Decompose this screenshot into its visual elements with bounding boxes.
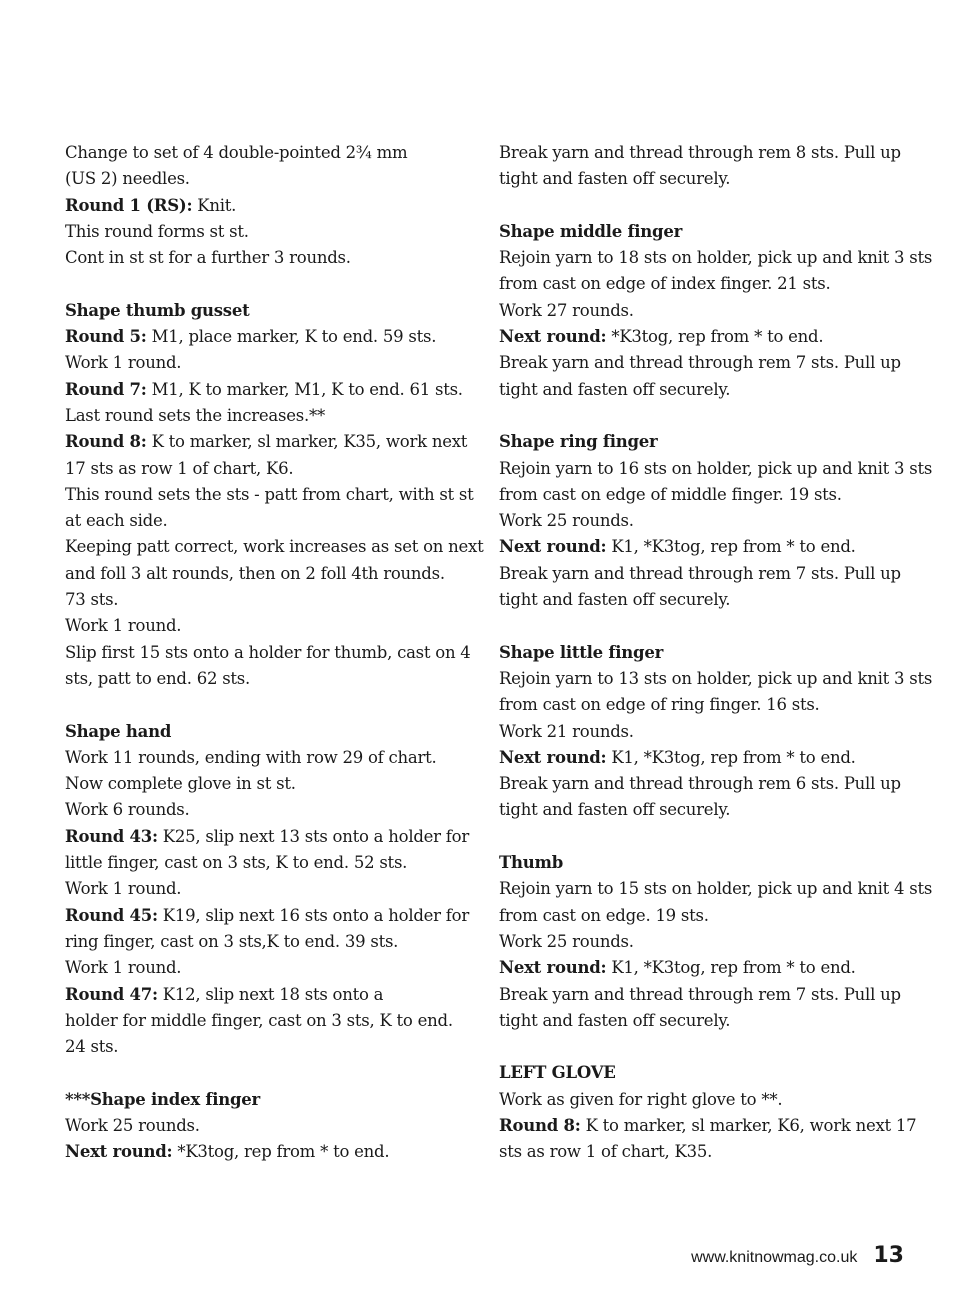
line-text: tight and fasten off securely. <box>499 800 731 820</box>
line-text: Work 21 rounds. <box>499 721 634 741</box>
text-line <box>499 955 909 981</box>
left-column <box>65 140 484 1166</box>
round-label: Next round: <box>499 327 607 347</box>
text-line <box>499 929 909 955</box>
line-text: K25, slip next 13 sts onto a holder for <box>157 826 469 846</box>
line-text: Rejoin yarn to 16 sts on holder, pick up and knit 3 sts <box>499 458 933 478</box>
line-text: tight and fasten off securely. <box>499 590 731 610</box>
text-line <box>65 640 471 666</box>
line-text: Rejoin yarn to 15 sts on holder, pick up and knit 4 sts <box>499 879 933 899</box>
text-line <box>65 929 465 955</box>
line-text: This round forms st st. <box>65 221 249 241</box>
text-line <box>499 377 909 403</box>
line-text: at each side. <box>65 511 168 531</box>
text-line <box>499 245 933 271</box>
text-line <box>65 876 465 902</box>
section-heading: Shape little finger <box>499 642 664 662</box>
text-line <box>499 166 909 192</box>
line-text: K19, slip next 16 sts onto a holder for <box>157 905 469 925</box>
line-text: This round sets the sts - patt from chart, with st st <box>65 484 474 504</box>
line-text: Rejoin yarn to 18 sts on holder, pick up and knit 3 sts <box>499 248 933 268</box>
text-line <box>65 824 469 850</box>
line-text: Work 25 rounds. <box>499 511 634 531</box>
text-line <box>499 350 909 376</box>
line-text: Cont in st st for a further 3 rounds. <box>65 248 351 268</box>
text-line <box>499 692 909 718</box>
section-heading: Shape middle finger <box>499 221 683 241</box>
paragraph-gap <box>65 271 465 297</box>
line-text: sts as row 1 of chart, K35. <box>499 1142 713 1162</box>
line-text: Work 25 rounds. <box>499 931 634 951</box>
line-text: Now complete glove in st st. <box>65 774 296 794</box>
paragraph-gap <box>499 403 909 429</box>
line-text: K to marker, sl marker, K6, work next 17 <box>580 1115 917 1135</box>
text-line <box>499 271 909 297</box>
paragraph-gap <box>65 692 465 718</box>
text-line <box>499 508 909 534</box>
line-text: ring finger, cast on 3 sts,K to end. 39 sts. <box>65 931 399 951</box>
text-line <box>65 613 465 639</box>
text-line <box>65 587 465 613</box>
section-heading: LEFT GLOVE <box>499 1063 616 1083</box>
text-line <box>65 982 465 1008</box>
round-label: Round 5: <box>65 327 147 347</box>
right-column <box>499 140 933 1166</box>
text-line <box>65 771 465 797</box>
line-text: from cast on edge. 19 sts. <box>499 905 709 925</box>
line-text: Work 1 round. <box>65 616 182 636</box>
text-line <box>65 534 484 560</box>
round-label: Round 47: <box>65 984 158 1004</box>
line-text: M1, K to marker, M1, K to end. 61 sts. <box>146 379 463 399</box>
text-line <box>65 850 465 876</box>
round-label: Round 1 (RS): <box>65 195 193 215</box>
text-line <box>499 666 933 692</box>
text-line <box>65 508 465 534</box>
line-text: from cast on edge of middle finger. 19 sts. <box>499 484 842 504</box>
text-line <box>65 429 468 455</box>
line-text: little finger, cast on 3 sts, K to end. 52 sts. <box>65 853 408 873</box>
text-line <box>499 456 933 482</box>
line-text: Last round sets the increases.** <box>65 405 325 425</box>
line-text: Work 1 round. <box>65 353 182 373</box>
text-line <box>65 1113 465 1139</box>
page-footer <box>691 1243 904 1271</box>
line-text: from cast on edge of ring finger. 16 sts. <box>499 695 820 715</box>
round-label: Next round: <box>499 747 607 767</box>
round-label: Next round: <box>499 537 607 557</box>
line-text: K1, *K3tog, rep from * to end. <box>606 537 856 557</box>
text-line <box>65 245 465 271</box>
text-line <box>65 324 465 350</box>
line-text: K1, *K3tog, rep from * to end. <box>606 958 856 978</box>
text-line <box>499 587 909 613</box>
text-line <box>499 876 933 902</box>
section-heading: Shape hand <box>65 721 172 741</box>
line-text: Keeping patt correct, work increases as set on next <box>65 537 484 557</box>
paragraph-gap <box>499 193 909 219</box>
line-text: holder for middle finger, cast on 3 sts, K to end. <box>65 1010 453 1030</box>
text-line <box>499 797 909 823</box>
line-text: tight and fasten off securely. <box>499 1010 731 1030</box>
line-text: Work 1 round. <box>65 879 182 899</box>
paragraph-gap <box>499 1034 909 1060</box>
text-line <box>65 1034 465 1060</box>
line-text: Break yarn and thread through rem 7 sts. Pull up <box>499 353 901 373</box>
text-line <box>65 1139 465 1165</box>
text-line <box>65 166 465 192</box>
text-line <box>65 403 465 429</box>
line-text: Work 27 rounds. <box>499 300 634 320</box>
page-number: 13 <box>873 1243 904 1268</box>
text-line <box>499 534 909 560</box>
line-text: Break yarn and thread through rem 7 sts. Pull up <box>499 563 901 583</box>
line-text: from cast on edge of index finger. 21 sts. <box>499 274 831 294</box>
paragraph-gap <box>499 824 909 850</box>
text-line <box>65 903 469 929</box>
line-text: Work 25 rounds. <box>65 1115 200 1135</box>
text-line <box>499 1139 909 1165</box>
text-line <box>499 298 909 324</box>
text-line <box>499 482 909 508</box>
text-line <box>65 561 465 587</box>
line-text: Break yarn and thread through rem 6 sts. Pull up <box>499 774 901 794</box>
text-line <box>65 219 465 245</box>
line-text: and foll 3 alt rounds, then on 2 foll 4th rounds. <box>65 563 445 583</box>
text-line <box>65 666 465 692</box>
line-text: Work 6 rounds. <box>65 800 190 820</box>
line-text: 73 sts. <box>65 590 119 610</box>
line-text: Rejoin yarn to 13 sts on holder, pick up and knit 3 sts <box>499 668 933 688</box>
text-line <box>65 350 465 376</box>
text-line <box>65 140 465 166</box>
paragraph-gap <box>499 613 909 639</box>
line-text: Work 1 round. <box>65 958 182 978</box>
line-text: Knit. <box>192 195 237 215</box>
text-line <box>65 377 465 403</box>
section-heading: Shape thumb gusset <box>65 300 250 320</box>
text-line <box>499 719 909 745</box>
line-text: tight and fasten off securely. <box>499 379 731 399</box>
line-text: K to marker, sl marker, K35, work next <box>146 432 468 452</box>
text-line <box>65 797 465 823</box>
section-heading: Shape ring finger <box>499 432 658 452</box>
round-label: Next round: <box>499 958 607 978</box>
line-text: Break yarn and thread through rem 7 sts. Pull up <box>499 984 901 1004</box>
line-text: sts, patt to end. 62 sts. <box>65 668 251 688</box>
line-text: Work as given for right glove to **. <box>499 1089 783 1109</box>
line-text: Work 11 rounds, ending with row 29 of chart. <box>65 747 437 767</box>
round-label: Round 8: <box>499 1115 581 1135</box>
section-heading: ***Shape index finger <box>65 1089 260 1109</box>
section-heading: Thumb <box>499 853 564 873</box>
text-line <box>499 561 909 587</box>
line-text: Slip first 15 sts onto a holder for thumb, cast on 4 <box>65 642 471 662</box>
text-line <box>499 140 909 166</box>
line-text: Change to set of 4 double-pointed 2¾ mm <box>65 143 408 162</box>
round-label: Round 7: <box>65 379 147 399</box>
line-text: M1, place marker, K to end. 59 sts. <box>146 327 437 347</box>
text-line <box>499 1087 909 1113</box>
line-text: (US 2) needles. <box>65 169 190 189</box>
line-text: K1, *K3tog, rep from * to end. <box>606 747 856 767</box>
text-line <box>499 1008 909 1034</box>
footer-website: www.knitnowmag.co.uk <box>691 1249 858 1266</box>
text-line <box>499 1113 917 1139</box>
line-text: 24 sts. <box>65 1037 119 1057</box>
text-line <box>65 193 465 219</box>
text-line <box>65 745 465 771</box>
line-text: *K3tog, rep from * to end. <box>172 1142 390 1162</box>
line-text: Break yarn and thread through rem 8 sts. Pull up <box>499 143 901 162</box>
round-label: Round 8: <box>65 432 147 452</box>
text-line <box>65 482 474 508</box>
text-line <box>499 324 909 350</box>
line-text: 17 sts as row 1 of chart, K6. <box>65 458 294 478</box>
text-line <box>499 982 909 1008</box>
round-label: Round 43: <box>65 826 158 846</box>
round-label: Next round: <box>65 1142 173 1162</box>
line-text: K12, slip next 18 sts onto a <box>157 984 384 1004</box>
paragraph-gap <box>65 1060 465 1086</box>
text-line <box>65 456 465 482</box>
line-text: tight and fasten off securely. <box>499 169 731 189</box>
text-line <box>65 1008 465 1034</box>
line-text: *K3tog, rep from * to end. <box>606 327 824 347</box>
text-line <box>499 903 909 929</box>
text-line <box>499 745 909 771</box>
text-line <box>499 771 909 797</box>
text-line <box>65 955 465 981</box>
round-label: Round 45: <box>65 905 158 925</box>
